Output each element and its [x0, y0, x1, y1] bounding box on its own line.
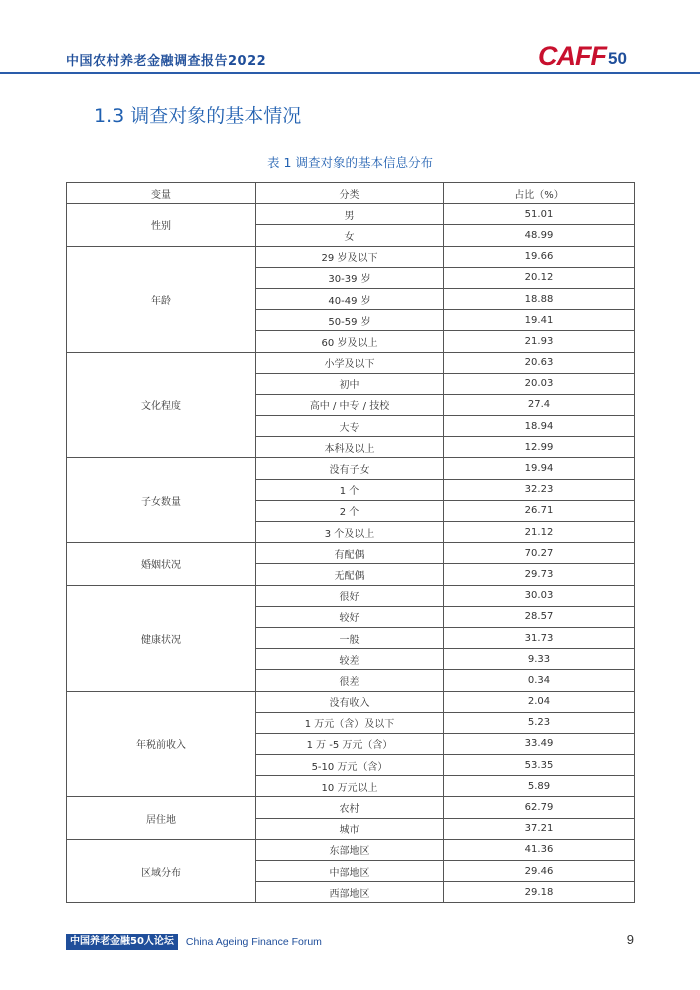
percentage-cell: 21.12 — [444, 522, 635, 543]
category-cell: 30-39 岁 — [256, 267, 444, 288]
table-body — [67, 204, 635, 903]
percentage-cell: 48.99 — [444, 225, 635, 246]
table-row — [67, 352, 635, 373]
table-row — [67, 246, 635, 267]
percentage-cell: 28.57 — [444, 606, 635, 627]
variable-cell: 区域分布 — [67, 839, 256, 903]
footer-forum-english: China Ageing Finance Forum — [185, 936, 322, 948]
category-cell: 高中 / 中专 / 技校 — [256, 394, 444, 415]
table-row — [67, 839, 635, 860]
percentage-cell: 32.23 — [444, 479, 635, 500]
percentage-cell: 27.4 — [444, 394, 635, 415]
category-cell: 无配偶 — [256, 564, 444, 585]
category-cell: 60 岁及以上 — [256, 331, 444, 352]
percentage-cell: 53.35 — [444, 755, 635, 776]
basic-info-table — [66, 182, 635, 903]
percentage-cell: 18.88 — [444, 288, 635, 309]
percentage-cell: 0.34 — [444, 670, 635, 691]
percentage-cell: 12.99 — [444, 437, 635, 458]
percentage-cell: 29.46 — [444, 861, 635, 882]
table-row — [67, 458, 635, 479]
report-title: 中国农村养老金融调查报告2022 — [66, 54, 267, 69]
variable-cell: 居住地 — [67, 797, 256, 839]
percentage-cell: 70.27 — [444, 543, 635, 564]
category-cell: 一般 — [256, 627, 444, 648]
category-cell: 男 — [256, 204, 444, 225]
category-cell: 没有子女 — [256, 458, 444, 479]
category-cell: 1 万 -5 万元（含） — [256, 733, 444, 754]
category-cell: 3 个及以上 — [256, 522, 444, 543]
category-cell: 城市 — [256, 818, 444, 839]
footer-forum-badge: 中国养老金融50人论坛 — [66, 934, 178, 950]
table-caption: 表 1 调查对象的基本信息分布 — [267, 155, 433, 170]
category-cell: 2 个 — [256, 500, 444, 521]
category-cell: 初中 — [256, 373, 444, 394]
caff50-logo — [538, 40, 627, 70]
category-cell: 很好 — [256, 585, 444, 606]
logo-number: 50 — [607, 49, 627, 68]
variable-cell: 文化程度 — [67, 352, 256, 458]
category-cell: 女 — [256, 225, 444, 246]
header-divider — [0, 72, 700, 74]
variable-cell: 年龄 — [67, 246, 256, 352]
category-cell: 很差 — [256, 670, 444, 691]
variable-cell: 婚姻状况 — [67, 543, 256, 585]
percentage-cell: 33.49 — [444, 733, 635, 754]
category-cell: 1 个 — [256, 479, 444, 500]
table-row — [67, 797, 635, 818]
percentage-cell: 29.18 — [444, 882, 635, 903]
category-cell: 东部地区 — [256, 839, 444, 860]
percentage-cell: 31.73 — [444, 627, 635, 648]
category-cell: 10 万元以上 — [256, 776, 444, 797]
percentage-cell: 19.41 — [444, 310, 635, 331]
category-cell: 有配偶 — [256, 543, 444, 564]
percentage-cell: 5.89 — [444, 776, 635, 797]
table-row — [67, 691, 635, 712]
category-cell: 中部地区 — [256, 861, 444, 882]
percentage-cell: 29.73 — [444, 564, 635, 585]
category-cell: 没有收入 — [256, 691, 444, 712]
variable-cell: 年税前收入 — [67, 691, 256, 797]
table-header-row — [67, 183, 635, 204]
percentage-cell: 9.33 — [444, 649, 635, 670]
header-variable: 变量 — [67, 183, 256, 204]
percentage-cell: 26.71 — [444, 500, 635, 521]
table-row — [67, 204, 635, 225]
category-cell: 1 万元（含）及以下 — [256, 712, 444, 733]
category-cell: 本科及以上 — [256, 437, 444, 458]
percentage-cell: 30.03 — [444, 585, 635, 606]
percentage-cell: 20.12 — [444, 267, 635, 288]
percentage-cell: 21.93 — [444, 331, 635, 352]
category-cell: 农村 — [256, 797, 444, 818]
category-cell: 29 岁及以下 — [256, 246, 444, 267]
percentage-cell: 37.21 — [444, 818, 635, 839]
percentage-cell: 41.36 — [444, 839, 635, 860]
category-cell: 5-10 万元（含） — [256, 755, 444, 776]
percentage-cell: 5.23 — [444, 712, 635, 733]
percentage-cell: 20.03 — [444, 373, 635, 394]
percentage-cell: 19.66 — [444, 246, 635, 267]
percentage-cell: 18.94 — [444, 416, 635, 437]
category-cell: 50-59 岁 — [256, 310, 444, 331]
percentage-cell: 19.94 — [444, 458, 635, 479]
section-title: 1.3 调查对象的基本情况 — [94, 105, 302, 127]
category-cell: 大专 — [256, 416, 444, 437]
percentage-cell: 20.63 — [444, 352, 635, 373]
footer — [66, 934, 322, 950]
variable-cell: 子女数量 — [67, 458, 256, 543]
category-cell: 较好 — [256, 606, 444, 627]
page-number: 9 — [626, 932, 634, 947]
variable-cell: 健康状况 — [67, 585, 256, 691]
category-cell: 40-49 岁 — [256, 288, 444, 309]
category-cell: 较差 — [256, 649, 444, 670]
table-row — [67, 543, 635, 564]
table-row — [67, 585, 635, 606]
percentage-cell: 51.01 — [444, 204, 635, 225]
header-percentage: 占比（%） — [444, 183, 635, 204]
percentage-cell: 62.79 — [444, 797, 635, 818]
header-category: 分类 — [256, 183, 444, 204]
category-cell: 小学及以下 — [256, 352, 444, 373]
category-cell: 西部地区 — [256, 882, 444, 903]
percentage-cell: 2.04 — [444, 691, 635, 712]
logo-text: CAFF — [538, 41, 606, 71]
variable-cell: 性别 — [67, 204, 256, 246]
